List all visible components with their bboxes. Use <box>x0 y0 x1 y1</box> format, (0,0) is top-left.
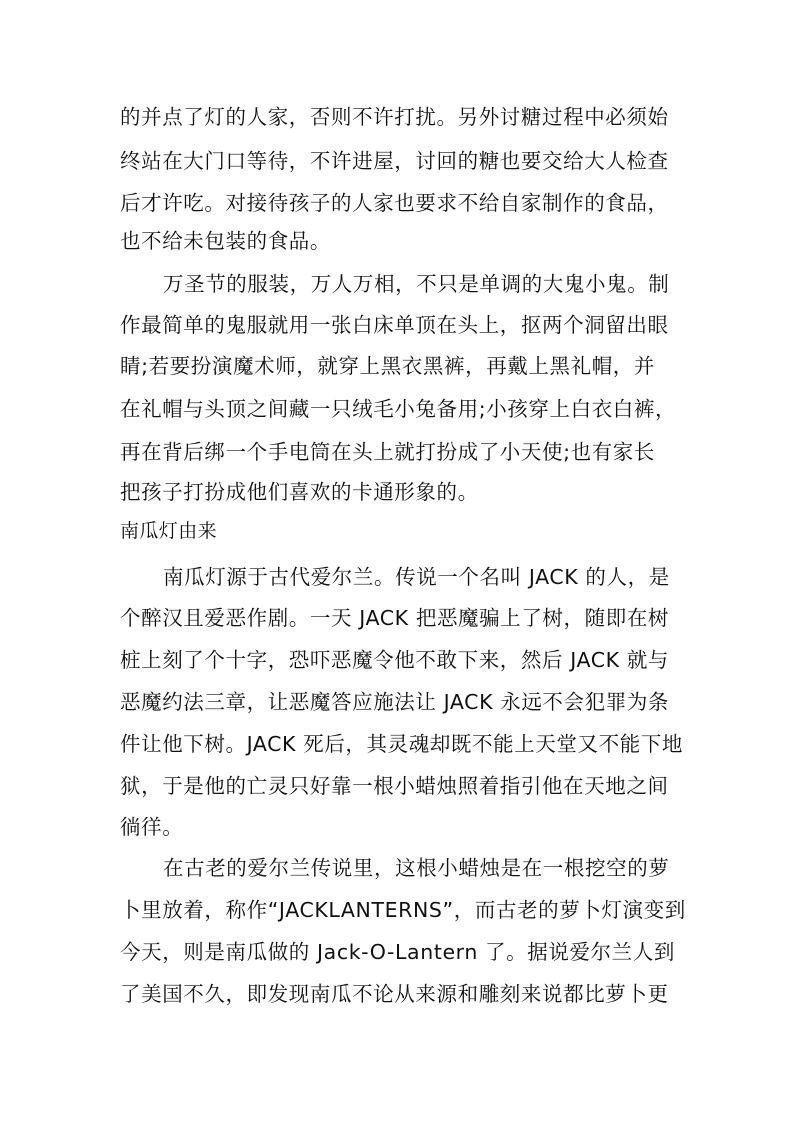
text-line: 的并点了灯的人家，否则不许打扰。另外讨糖过程中必须始 <box>120 105 669 129</box>
text-line: 睛;若要扮演魔术师，就穿上黑衣黑裤，再戴上黑礼帽，并 <box>120 354 656 378</box>
text-line: 件让他下树。JACK 死后，其灵魂却既不能上天堂又不能下地 <box>120 732 684 756</box>
text-line: 狱，于是他的亡灵只好靠一根小蜡烛照着指引他在天地之间 <box>120 774 669 798</box>
paragraph-first-line: 南瓜灯源于古代爱尔兰。传说一个名叫 JACK 的人，是 <box>163 565 670 589</box>
text-line: 徜徉。 <box>120 815 184 839</box>
text-line: 后才许吃。对接待孩子的人家也要求不给自家制作的食品， <box>120 191 669 215</box>
text-line: 再在背后绑一个手电筒在头上就打扮成了小天使;也有家长 <box>120 440 656 464</box>
text-line: 也不给未包装的食品。 <box>120 229 331 253</box>
text-line: 了美国不久，即发现南瓜不论从来源和雕刻来说都比萝卜更 <box>120 982 669 1006</box>
paragraph-first-line: 在古老的爱尔兰传说里，这根小蜡烛是在一根挖空的萝 <box>163 856 670 880</box>
text-line: 作最简单的鬼服就用一张白床单顶在头上，抠两个洞留出眼 <box>120 313 669 337</box>
text-line: 在礼帽与头顶之间藏一只绒毛小兔备用;小孩穿上白衣白裤， <box>120 397 677 421</box>
text-line: 卜里放着，称作“JACKLANTERNS”，而古老的萝卜灯演变到 <box>120 898 686 922</box>
text-line: 今天，则是南瓜做的 Jack-O-Lantern 了。据说爱尔兰人到 <box>120 940 675 964</box>
paragraph-first-line: 万圣节的服装，万人万相，不只是单调的大鬼小鬼。制 <box>163 272 670 296</box>
text-line: 桩上刻了个十字，恐吓恶魔令他不敢下来，然后 JACK 就与 <box>120 648 670 672</box>
text-line: 终站在大门口等待，不许进屋，讨回的糖也要交给大人检查 <box>120 149 669 173</box>
section-heading: 南瓜灯由来 <box>120 520 218 542</box>
text-line: 个醉汉且爱恶作剧。一天 JACK 把恶魔骗上了树，随即在树 <box>120 606 670 630</box>
text-line: 恶魔约法三章，让恶魔答应施法让 JACK 永远不会犯罪为条 <box>120 690 670 714</box>
text-line: 把孩子打扮成他们喜欢的卡通形象的。 <box>120 480 479 504</box>
